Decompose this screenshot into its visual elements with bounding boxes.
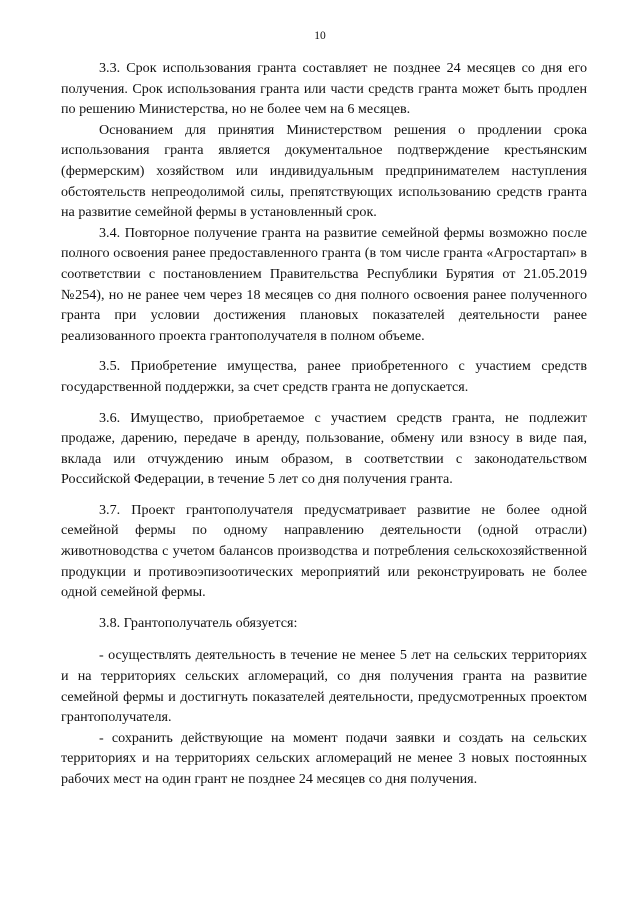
paragraph-3-7: 3.7. Проект грантополучателя предусматривает развитие не более одной семейной фермы по одному направлению деятельности (одной отрасли) животноводства с учетом балансов производства и потребления сельскохозяйственной продукции и противоэпизоотических мероприятий или реконструировать не более одной семейной фермы. <box>61 501 587 601</box>
paragraph-3-8: 3.8. Грантополучатель обязуется: <box>99 614 298 631</box>
paragraph-3-6: 3.6. Имущество, приобретаемое с участием средств гранта, не подлежит продаже, дарению, передаче в аренду, пользование, обмену или взносу в виде пая, вклада или отчуждению иным образом, в соответствии с законодательством Российской Федерации, в течение 5 лет со дня получения гранта. <box>61 409 587 488</box>
paragraph-3-3: 3.3. Срок использования гранта составляет не позднее 24 месяцев со дня его получения. Срок использования гранта или части средств гранта может быть продлен по решению Министерства, но не более чем на 6 месяцев. <box>61 60 587 118</box>
paragraph-obligation-jobs: - сохранить действующие на момент подачи заявки и создать на сельских территориях и на территориях сельских агломераций не менее 3 новых постоянных рабочих мест на один грант не позднее 24 месяцев со дня получения. <box>61 729 587 787</box>
paragraph-3-4: 3.4. Повторное получение гранта на развитие семейной фермы возможно после полного освоения ранее предоставленного гранта (в том числе гранта «Агростартап» в соответствии с постановлением Правительства Республики Бурятия от 21.05.2019 №254), но не ранее чем через 18 месяцев со дня полного освоения ранее полученного гранта при условии достижения плановых показателей деятельности ранее реализованного проекта грантополучателя в полном объеме. <box>61 224 587 344</box>
page-number: 10 <box>314 30 326 42</box>
paragraph-extension-grounds: Основанием для принятия Министерством решения о продлении срока использования гранта является документальное подтверждение крестьянским (фермерским) хозяйством или индивидуальным предпринимателем наступления обстоятельств непреодолимой силы, препятствующих использованию средств гранта на развитие семейной фермы в установленный срок. <box>61 121 587 221</box>
paragraph-3-5: 3.5. Приобретение имущества, ранее приобретенного с участием средств государственной поддержки, за счет средств гранта не допускается. <box>61 358 587 395</box>
paragraph-obligation-activity: - осуществлять деятельность в течение не менее 5 лет на сельских территориях и на территориях сельских агломераций, со дня получения гранта на развитие семейной фермы и достигнуть показателей деятельности, предусмотренных проектом грантополучателя. <box>61 647 587 726</box>
document-body <box>61 58 587 790</box>
